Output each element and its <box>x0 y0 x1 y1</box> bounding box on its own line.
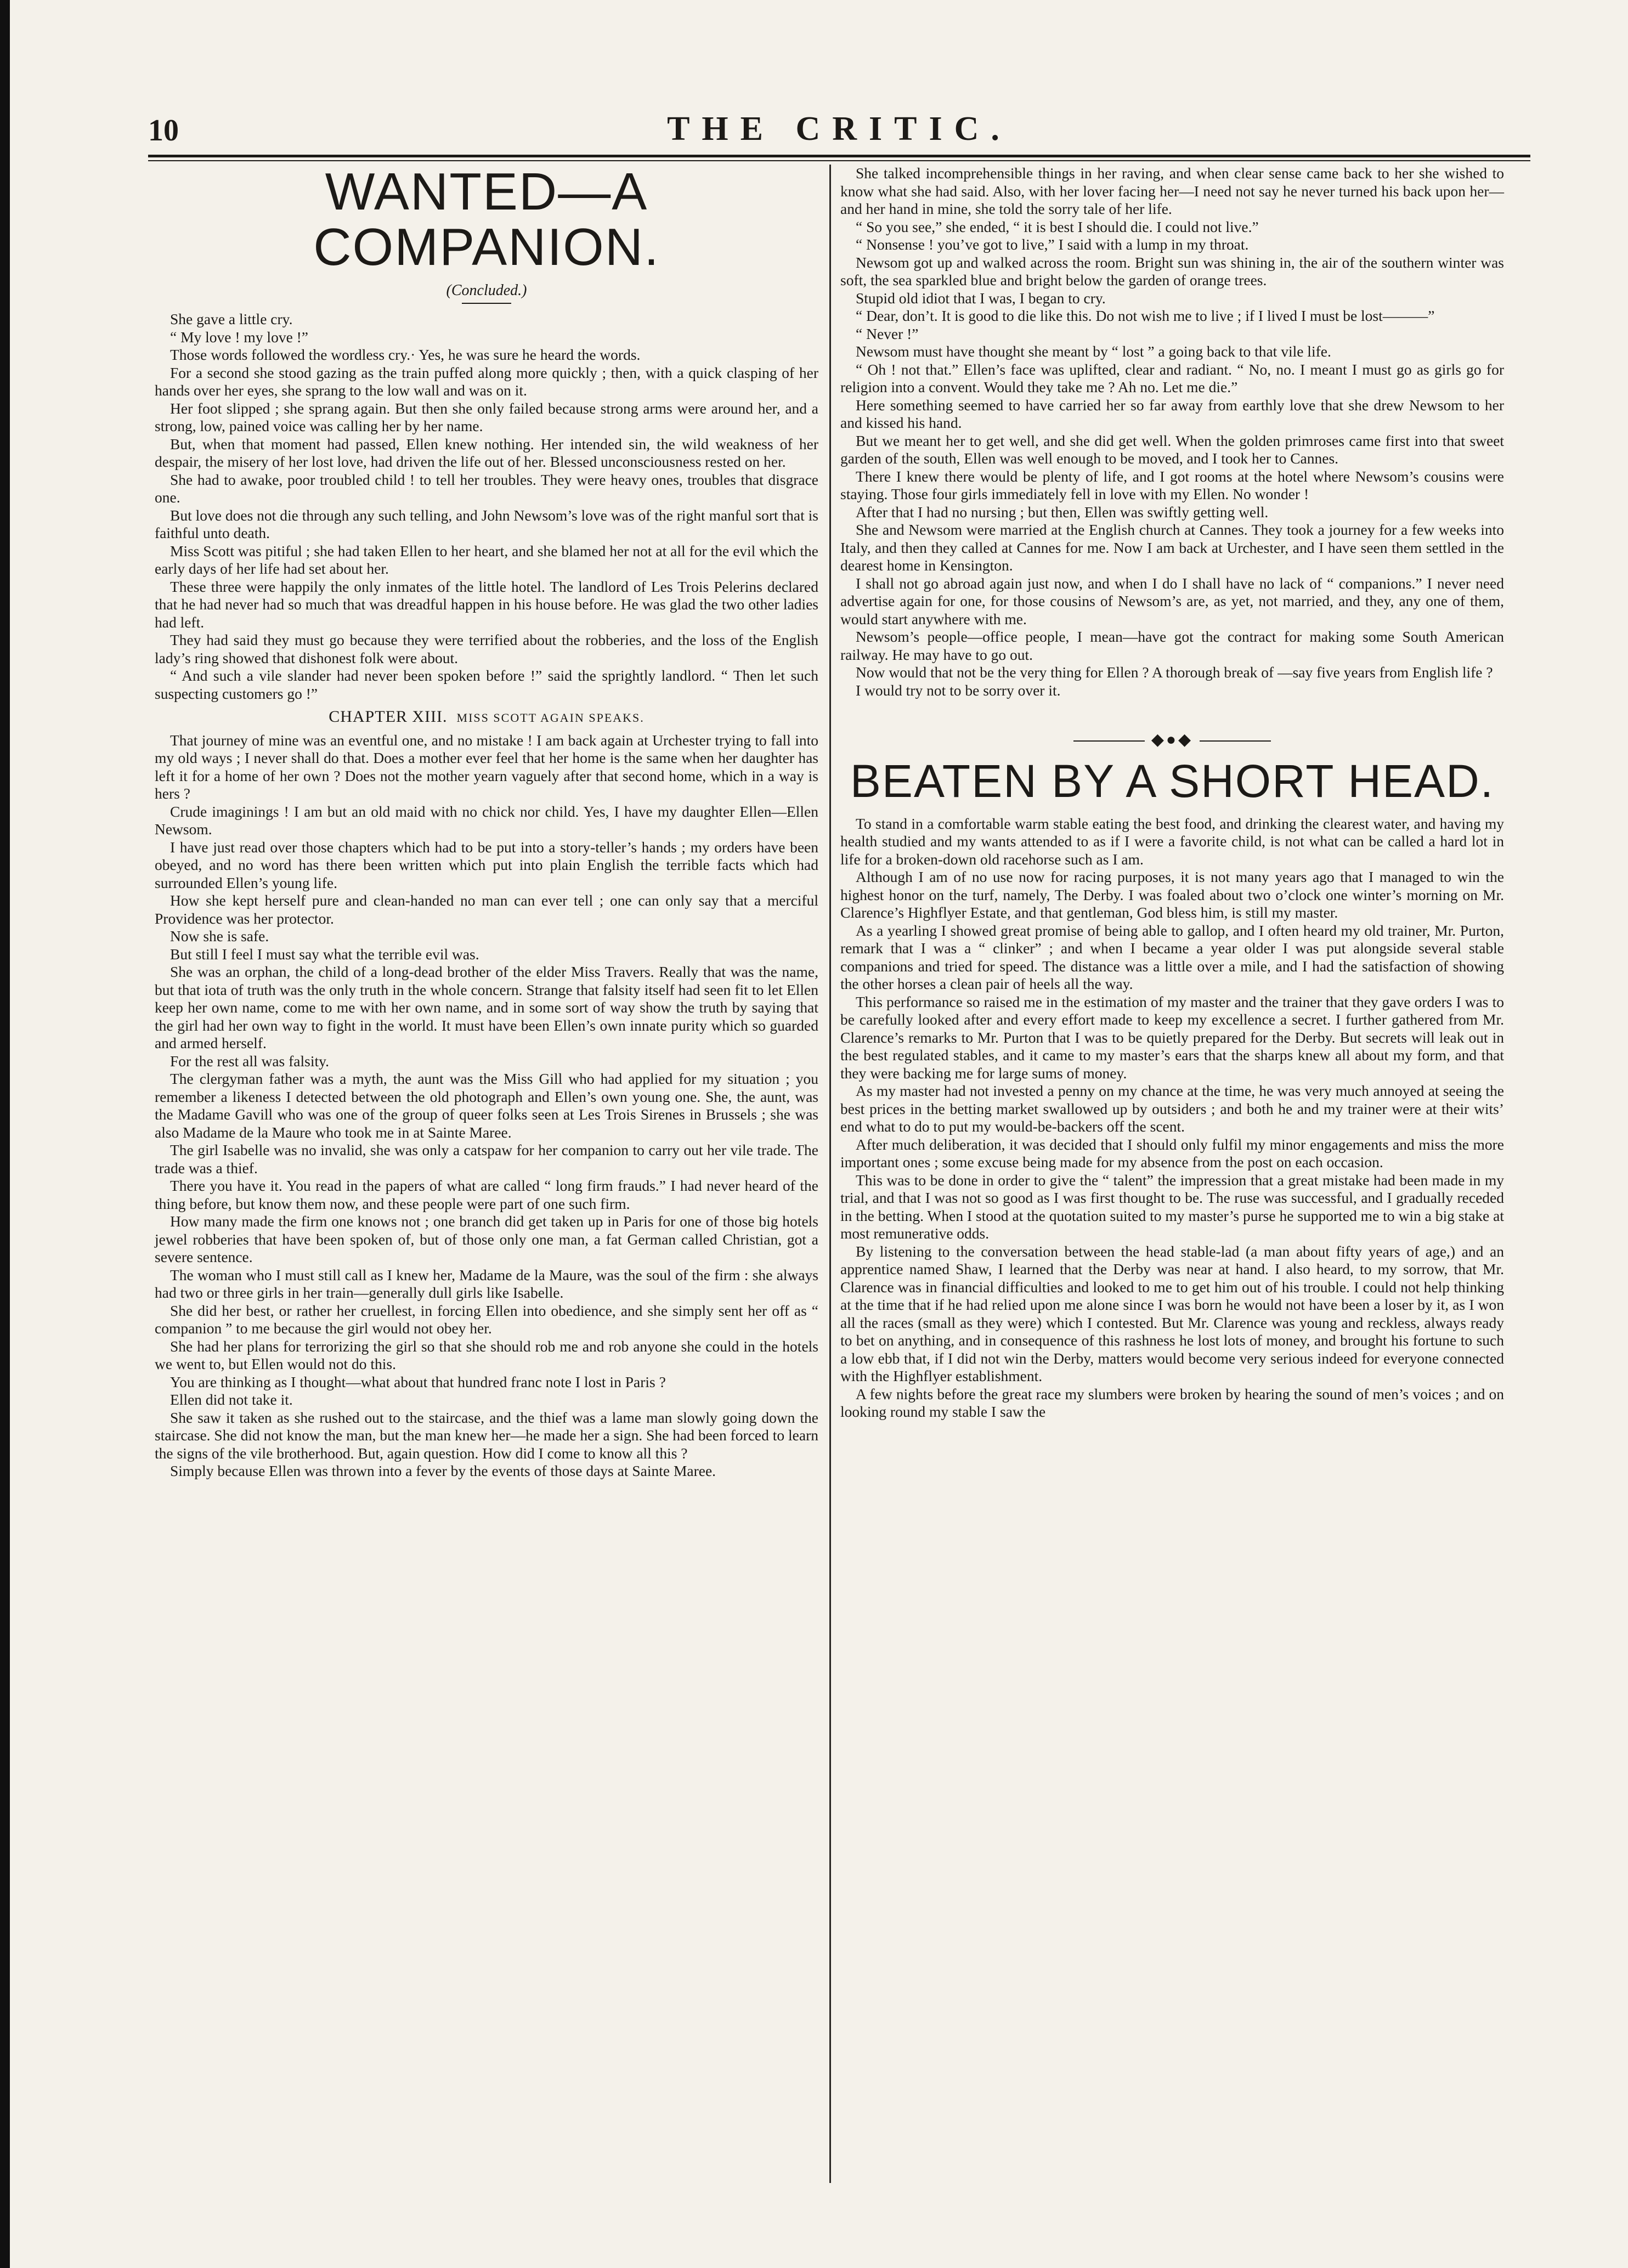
scan-edge <box>0 0 10 2268</box>
paragraph: Here something seemed to have carried her so far away from earthly love that she drew Newsom to her and kissed his hand. <box>840 396 1504 431</box>
paragraph: After that I had no nursing ; but then, Ellen was swiftly getting well. <box>856 503 1269 521</box>
story-title-beaten-by-a-short-head: BEATEN BY A SHORT HEAD. <box>850 755 1495 807</box>
short-rule <box>462 303 511 304</box>
paragraph: She saw it taken as she rushed out to the staircase, and the thief was a lame man slowly going down the staircase. She did not know the man, but the man knew her—he made her a sign. She had been forced to learn the signs of the vile brotherhood. But, again question. How did I come to know all this ? <box>155 1409 818 1462</box>
section-ornament: ◆●◆ <box>840 731 1504 749</box>
paragraph: She and Newsom were married at the English church at Cannes. They took a journey for a few weeks into Italy, and then they called at Cannes for me. Now I am back at Urchester, and I have seen them settled in the dearest home in Kensington. <box>840 521 1504 574</box>
paragraph: The girl Isabelle was no invalid, she was only a catspaw for her companion to carry out her vile trade. The trade was a thief. <box>155 1141 818 1177</box>
paragraph: But love does not die through any such telling, and John Newsom’s love was of the right manful sort that is faithful unto death. <box>155 506 818 542</box>
paragraph: But we meant her to get well, and she did get well. When the golden primroses came first into that sweet garden of the south, Ellen was well enough to be moved, and I took her to Cannes. <box>840 432 1504 467</box>
page-number: 10 <box>148 114 179 148</box>
paragraph: But still I feel I must say what the terrible evil was. <box>170 945 479 963</box>
paragraph: For the rest all was falsity. <box>170 1052 329 1070</box>
paragraph: She gave a little cry. <box>170 310 293 328</box>
paragraph: “ Never !” <box>856 325 919 342</box>
page-header <box>148 110 1530 154</box>
paragraph: I shall not go abroad again just now, and when I do I shall have no lack of “ companions.” I never need advertise again for one, for those cousins of Newsom’s are, as yet, not married, and they, any one of them, would start anywhere with me. <box>840 574 1504 627</box>
paragraph: “ And such a vile slander had never been spoken before !” said the sprightly landlord. “ Then let such suspecting customers go !” <box>155 667 818 702</box>
paragraph: To stand in a comfortable warm stable eating the best food, and drinking the clearest water, and having my health studied and my wants attended to as if I were a favorite child, is not what can be called a hard lot in life for a broken-down old racehorse such as I am. <box>840 815 1504 868</box>
paragraph: She had to awake, poor troubled child ! to tell her troubles. They were heavy ones, troubles that disgrace one. <box>155 471 818 506</box>
paragraph: That journey of mine was an eventful one, and no mistake ! I am back again at Urchester trying to fall into my old ways ; I never shall do that. Does a mother ever feel that her home is the same when her daughter has left it for a home of her own ? Does not the mother yearn vaguely after that second home, which in a way is hers ? <box>155 731 818 802</box>
story-title-wanted-a-companion: WANTED—A COMPANION. <box>313 162 660 276</box>
paragraph: She was an orphan, the child of a long-dead brother of the elder Miss Travers. Really that was the name, but that iota of truth was the only truth in the whole concern. Strange that falsity itself had seen fit to let Ellen keep her own name, come to me with her own name, and in some sort of way show the truth by saying that the girl had her own way to fight in the world. It must have been Ellen’s own innate purity which so guarded and armed herself. <box>155 963 818 1052</box>
paragraph: They had said they must go because they were terrified about the robberies, and the loss of the English lady’s ring showed that dishonest folk were about. <box>155 631 818 666</box>
header-rule-thin <box>148 160 1530 161</box>
paragraph: I would try not to be sorry over it. <box>856 681 1061 699</box>
story1-body-part3 <box>840 165 1504 699</box>
chapter-subtitle: MISS SCOTT AGAIN SPEAKS. <box>456 711 645 725</box>
right-column <box>840 165 1504 1421</box>
paragraph: After much deliberation, it was decided that I should only fulfil my minor engagements and miss the more important ones ; some excuse being made for my absence from the post on each occasion. <box>840 1135 1504 1171</box>
paragraph: Those words followed the wordless cry.· Yes, he was sure he heard the words. <box>170 346 641 364</box>
paragraph: Her foot slipped ; she sprang again. But then she only failed because strong arms were around her, and a strong, low, pained voice was calling her by her name. <box>155 399 818 435</box>
paragraph: She did her best, or rather her cruellest, in forcing Ellen into obedience, and she simply sent her off as “ companion ” to me because the girl would not obey her. <box>155 1302 818 1337</box>
paragraph: A few nights before the great race my slumbers were broken by hearing the sound of men’s voices ; and on looking round my stable I saw the <box>840 1385 1504 1421</box>
paragraph: She had her plans for terrorizing the girl so that she should rob me and rob anyone she could in the hotels we went to, but Ellen would not do this. <box>155 1337 818 1373</box>
story1-body-part2 <box>155 732 818 1480</box>
paragraph: But, when that moment had passed, Ellen knew nothing. Her intended sin, the wild weakness of her despair, the misery of her lost love, had driven the life out of her. Blessed unconsciousness rested on her. <box>155 435 818 471</box>
paragraph: There you have it. You read in the papers of what are called “ long firm frauds.” I had never heard of the thing before, but know them now, and these people were part of one such firm. <box>155 1177 818 1212</box>
paragraph: Stupid old idiot that I was, I began to cry. <box>856 289 1106 307</box>
paragraph: Although I am of no use now for racing purposes, it is not many years ago that I managed to win the highest honor on the turf, namely, The Derby. I was foaled about two o’clock one winter’s morning on Mr. Clarence’s Highflyer Estate, and that gentleman, God bless him, is still my master. <box>840 868 1504 921</box>
paragraph: Simply because Ellen was thrown into a fever by the events of those days at Sainte Maree. <box>170 1462 716 1480</box>
paragraph: This was to be done in order to give the “ talent” the impression that a great mistake had been made in my trial, and that I was not so good as I was first thought to be. The ruse was successful, and I gradually receded in the betting. When I stood at the quotation suited to my master’s purse he supported me to win a big stake at most remunerative odds. <box>840 1171 1504 1242</box>
paragraph: For a second she stood gazing as the train puffed along more quickly ; then, with a quick clasping of her hands over her eyes, she sprang to the low wall and was on it. <box>155 364 818 399</box>
paragraph: These three were happily the only inmates of the little hotel. The landlord of Les Trois Pelerins declared that he had never had so much that was dreadful happen in his house before. He was glad the two other ladies had left. <box>155 578 818 631</box>
paragraph: I have just read over those chapters which had to be put into a story-teller’s hands ; my orders have been obeyed, and no word has there been written which put into plain English the terrible facts which had surrounded Ellen’s young life. <box>155 838 818 891</box>
paragraph: Ellen did not take it. <box>170 1391 293 1409</box>
paragraph: Miss Scott was pitiful ; she had taken Ellen to her heart, and she blamed her not at all for the evil which the early days of her life had set about her. <box>155 542 818 578</box>
paragraph: The clergyman father was a myth, the aunt was the Miss Gill who had applied for my situation ; you remember a likeness I detected between the old photograph and Ellen’s own young one. She, the aunt, was the Madame Gavill who was one of the group of queer folks seen at Les Trois Sirenes in Brussels ; she was also Madame de la Maure who took me in at Sainte Maree. <box>155 1070 818 1141</box>
paragraph: “ Nonsense ! you’ve got to live,” I said with a lump in my throat. <box>856 236 1249 253</box>
paragraph: “ Dear, don’t. It is good to die like this. Do not wish me to live ; if I lived I must be lost———” <box>856 307 1435 324</box>
column-divider <box>829 165 831 2183</box>
paragraph: This performance so raised me in the estimation of my master and the trainer that they gave orders I was to be carefully looked after and every effort made to keep my excellence a secret. I further gathered from Mr. Clarence’s remarks to Mr. Purton that I was to be quietly prepared for the Derby. But secrets will leak out in the best regulated stables, and it came to my master’s ears that the sharps knew all about my form, and that they were backing me for large sums of money. <box>840 993 1504 1082</box>
paragraph: Newsom must have thought she meant by “ lost ” a going back to that vile life. <box>856 343 1331 360</box>
left-column <box>155 162 818 1480</box>
paragraph: There I knew there would be plenty of life, and I got rooms at the hotel where Newsom’s cousins were staying. Those four girls immediately fell in love with my Ellen. No wonder ! <box>840 467 1504 502</box>
story1-body-part1 <box>155 310 818 703</box>
paragraph: You are thinking as I thought—what about that hundred franc note I lost in Paris ? <box>170 1373 666 1390</box>
paragraph: She talked incomprehensible things in her raving, and when clear sense came back to her she wished to know what she had said. Also, with her lover facing her—I need not say he never turned his back upon her—and her hand in mine, she told the sorry tale of her life. <box>840 165 1504 217</box>
paragraph: As my master had not invested a penny on my chance at the time, he was very much annoyed at seeing the best prices in the betting market swallowed up by outsiders ; and both he and my trainer were at their wits’ end what to do to put my would-be-backers off the scent. <box>840 1082 1504 1135</box>
paragraph: Newsom got up and walked across the room. Bright sun was shining in, the air of the southern winter was soft, the sea sparkled blue and bright below the garden of orange trees. <box>840 253 1504 289</box>
story2-body <box>840 815 1504 1421</box>
masthead: THE CRITIC. <box>667 110 1011 148</box>
paragraph: How many made the firm one knows not ; one branch did get taken up in Paris for one of those big hotels jewel robberies that have been spoken of, but of those only one man, a fat German called Christian, got a severe sentence. <box>155 1213 818 1266</box>
paragraph: By listening to the conversation between the head stable-lad (a man about fifty years of age,) and an apprentice named Shaw, I learned that the Derby was near at hand. I also heard, to my sorrow, that Mr. Clarence was in financial difficulties and looked to me to get him out of his trouble. I could not help thinking at the time that if he had relied upon me alone since I was born he would not have been a loser by it, as I won all the races (small as they were) which I contested. But Mr. Clarence was young and reckless, always ready to bet on anything, and in consequence of this rashness he lost lots of money, and brought his fortune to such a low ebb that, if I did not win the Derby, matters would become very serious indeed for everyone connected with the Highflyer establishment. <box>840 1242 1504 1385</box>
chapter-heading <box>155 708 818 727</box>
story-subtitle: (Concluded.) <box>446 281 527 299</box>
paragraph: “ My love ! my love !” <box>170 328 309 346</box>
paragraph: “ Oh ! not that.” Ellen’s face was uplifted, clear and radiant. “ No, no. I meant I must go as girls go for religion into a convent. Would they take me ? Ah no. Let me die.” <box>840 360 1504 395</box>
paragraph: Now would that not be the very thing for Ellen ? A thorough break of —say five years from English life ? <box>856 664 1493 681</box>
paragraph: Now she is safe. <box>170 927 269 945</box>
chapter-title: CHAPTER XIII. <box>329 708 448 726</box>
paragraph: How she kept herself pure and clean-handed no man can ever tell ; one can only say that a merciful Providence was her protector. <box>155 892 818 927</box>
paragraph: As a yearling I showed great promise of being able to gallop, and I often heard my old trainer, Mr. Purton, remark that I was a “ clinker” ; and when I became a year older I was put alongside several stable companions and tried for speed. The distance was a little over a mile, and I had the satisfaction of showing the other horses a clean pair of heels all the way. <box>840 921 1504 993</box>
paragraph: Crude imaginings ! I am but an old maid with no chick nor child. Yes, I have my daughter Ellen—Ellen Newsom. <box>155 802 818 838</box>
paragraph: “ So you see,” she ended, “ it is best I should die. I could not live.” <box>856 218 1259 235</box>
header-rule-thick <box>148 155 1530 157</box>
paragraph: The woman who I must still call as I knew her, Madame de la Maure, was the soul of the firm : she always had two or three girls in her train—generally dull girls like Isabelle. <box>155 1266 818 1302</box>
paragraph: Newsom’s people—office people, I mean—have got the contract for making some South American railway. He may have to go out. <box>840 628 1504 663</box>
